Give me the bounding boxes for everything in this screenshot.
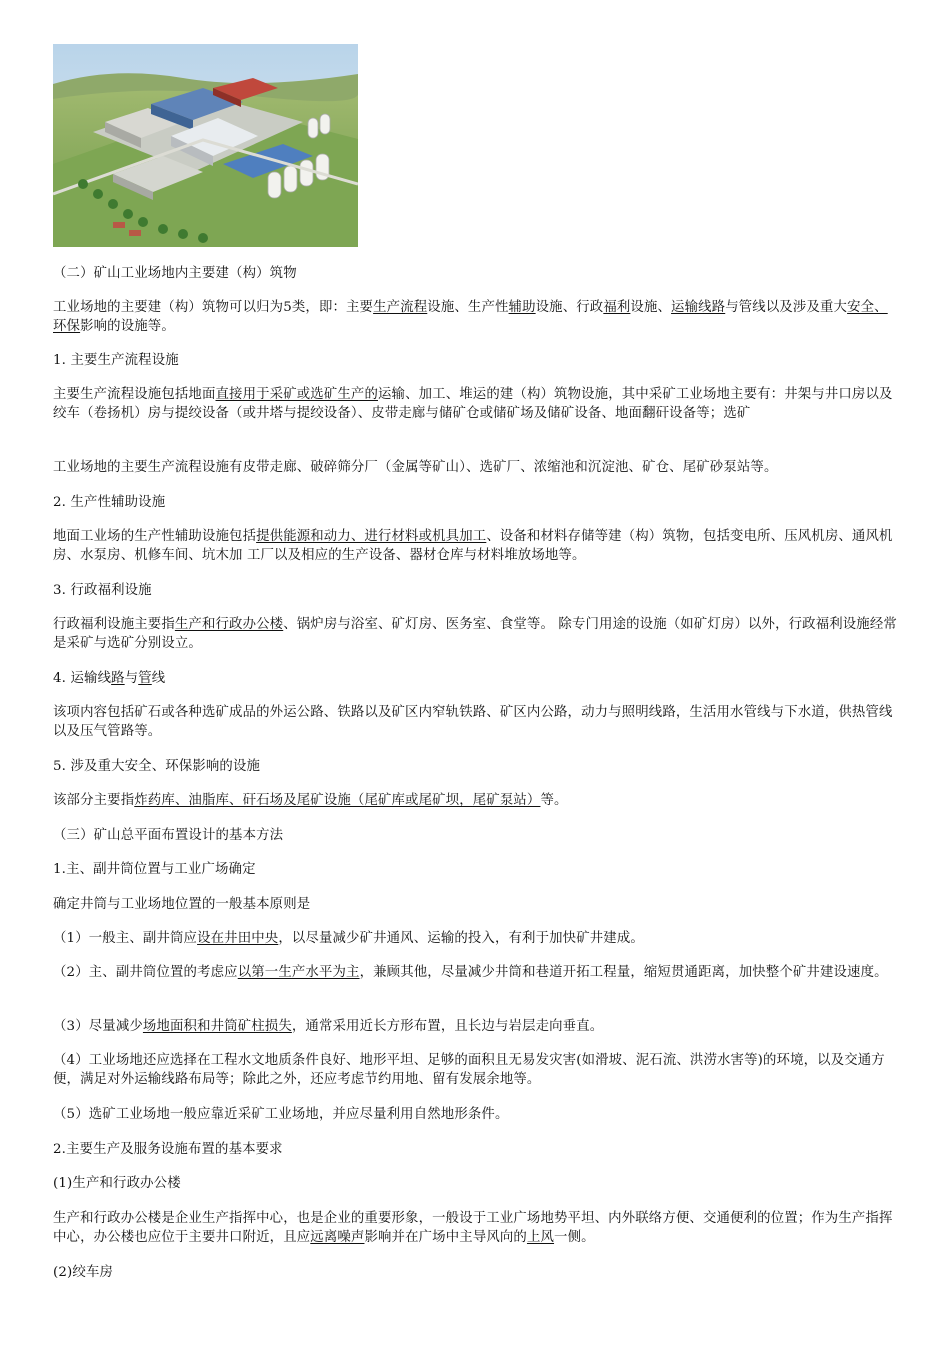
- underlined-term: 炸药库、油脂库、矸石场及尾矿设施（尾矿库或尾矿坝，尾矿泵站）: [134, 793, 541, 808]
- text-run: (2)绞车房: [53, 1265, 114, 1280]
- underlined-term: 远离噪声: [310, 1230, 365, 1245]
- text-run: 该项内容包括矿石或各种选矿成品的外运公路、铁路以及矿区内窄轨铁路、矿区内公路，动力与照明线路，生活用水管线与下水道，供热管线以及压气管路等。: [53, 705, 893, 739]
- text-run: （3）尽量减少: [53, 1019, 143, 1034]
- text-run: 主要生产流程设施包括地面: [53, 387, 216, 402]
- paragraph: [53, 1209, 898, 1247]
- paragraph: [53, 1263, 898, 1282]
- text-run: 、设备和材料存储等建（构）筑物，包括变电所、压风机房、通风机房、水泵房、机修车间、坑木加 工厂以及相应的生产设备、器材仓库与材料堆放场地等。: [53, 529, 893, 563]
- text-run: 与: [124, 671, 139, 686]
- paragraph: [53, 791, 898, 810]
- underlined-term: 生产流程: [373, 300, 428, 315]
- underlined-term: 运输线路: [671, 300, 726, 315]
- paragraph: [53, 458, 898, 477]
- paragraph: [53, 669, 898, 688]
- paragraph: [53, 298, 898, 336]
- text-run: （1）一般主、副井筒应: [53, 931, 198, 946]
- paragraph: [53, 351, 898, 370]
- underlined-term: 生产和行政办公楼: [174, 617, 284, 632]
- text-run: 5. 涉及重大安全、环保影响的设施: [53, 759, 261, 774]
- paragraph: [53, 1051, 898, 1089]
- text-run: 影响并在广场中主导风向的: [364, 1230, 527, 1245]
- text-run: (1)生产和行政办公楼: [53, 1176, 181, 1191]
- document-page: [53, 44, 898, 1280]
- paragraph: [53, 1017, 898, 1036]
- paragraph: [53, 860, 898, 879]
- paragraph: [53, 615, 898, 653]
- text-run: （三）矿山总平面布置设计的基本方法: [53, 828, 284, 843]
- text-run: （5）选矿工业场地一般应靠近采矿工业场地，并应尽量利用自然地形条件。: [53, 1107, 509, 1122]
- underlined-term: 上风: [526, 1230, 555, 1245]
- text-run: 工业场地的主要建（构）筑物可以归为5类，即：主要: [53, 300, 374, 315]
- text-run: 等。: [540, 793, 568, 808]
- text-run: 4. 运输线: [53, 671, 112, 686]
- text-run: 行政福利设施主要指: [53, 617, 175, 632]
- underlined-term: 提供能源和动力、进行材料或机具加工: [256, 529, 487, 544]
- paragraph: [53, 929, 898, 948]
- text-run: 与管线以及涉及重大: [725, 300, 848, 315]
- text-run: 该部分主要指: [53, 793, 135, 808]
- underlined-term: 以第一生产水平为主: [237, 965, 360, 980]
- paragraph: [53, 385, 898, 423]
- text-run: 2. 生产性辅助设施: [53, 495, 166, 510]
- text-run: ，兼顾其他，尽量减少井筒和巷道开拓工程量，缩短贯通距离，加快整个矿井建设速度。: [359, 965, 888, 980]
- underlined-term: 场地面积和井筒矿柱损失: [142, 1019, 292, 1034]
- underlined-term: 安全、环保: [53, 300, 888, 334]
- text-run: ，通常采用近长方形布置，且长边与岩层走向垂直。: [291, 1019, 604, 1034]
- paragraph: [53, 493, 898, 512]
- underlined-term: 设在井田中央: [197, 931, 279, 946]
- underlined-term: 路: [111, 671, 125, 686]
- text-run: 影响的设施等。: [80, 319, 175, 334]
- paragraph: [53, 703, 898, 741]
- paragraph: [53, 264, 898, 283]
- text-run: ，以尽量减少矿井通风、运输的投入，有利于加快矿井建成。: [278, 931, 644, 946]
- paragraph: [53, 963, 898, 982]
- text-run: 设施、行政: [535, 300, 604, 315]
- text-run: 确定井筒与工业场地位置的一般基本原则是: [53, 897, 311, 912]
- text-run: 运输、加工、堆运的建（构）筑物设施，其中采矿工业场地主要有：井架与井口房以及绞车（卷扬机）房与提绞设备（或井塔与提绞设备）、皮带走廊与储矿仓或储矿场及储矿设备、地面翻矸设备等；选矿: [53, 387, 893, 421]
- text-run: 设施、生产性: [427, 300, 509, 315]
- text-run: 1. 主要生产流程设施: [53, 353, 179, 368]
- paragraph: [53, 895, 898, 914]
- text-run: （4）工业场地还应选择在工程水文地质条件良好、地形平坦、足够的面积且无易发灾害(如滑坡、泥石流、洪涝水害等)的环境，以及交通方便，满足对外运输线路布局等；除此之外，还应考虑节约用地、留有发展余地等。: [53, 1053, 885, 1087]
- paragraph: [53, 826, 898, 845]
- text-run: 2.主要生产及服务设施布置的基本要求: [53, 1142, 283, 1157]
- paragraph: [53, 581, 898, 600]
- text-run: 1.主、副井筒位置与工业广场确定: [53, 862, 256, 877]
- text-run: 3. 行政福利设施: [53, 583, 152, 598]
- paragraph: [53, 1105, 898, 1124]
- text-run: 一侧。: [554, 1230, 595, 1245]
- underlined-term: 管: [138, 671, 152, 686]
- mine-site-aerial-image: [53, 44, 358, 247]
- text-run: 线: [151, 671, 166, 686]
- text-run: （2）主、副井筒位置的考虑应: [53, 965, 238, 980]
- underlined-term: 辅助: [508, 300, 536, 315]
- underlined-term: 直接用于采矿或选矿生产的: [215, 387, 378, 402]
- paragraph: [53, 527, 898, 565]
- text-run: 地面工业场的生产性辅助设施包括: [53, 529, 257, 544]
- paragraph: [53, 1174, 898, 1193]
- text-run: 设施、: [630, 300, 672, 315]
- text-run: （二）矿山工业场地内主要建（构）筑物: [53, 266, 297, 281]
- paragraph: [53, 1140, 898, 1159]
- text-run: 生产和行政办公楼是企业生产指挥中心，也是企业的重要形象，一般设于工业广场地势平坦、内外联络方便、交通便利的位置；作为生产指挥中心，办公楼也应位于主要井口附近，且应: [53, 1211, 893, 1245]
- paragraph: [53, 757, 898, 776]
- text-run: 工业场地的主要生产流程设施有皮带走廊、破碎筛分厂（金属等矿山）、选矿厂、浓缩池和沉淀池、矿仓、尾矿砂泵站等。: [53, 460, 778, 475]
- text-run: 、锅炉房与浴室、矿灯房、医务室、食堂等。 除专门用途的设施（如矿灯房）以外，行政福利设施经常是采矿与选矿分别设立。: [53, 617, 897, 651]
- underlined-term: 福利: [603, 300, 631, 315]
